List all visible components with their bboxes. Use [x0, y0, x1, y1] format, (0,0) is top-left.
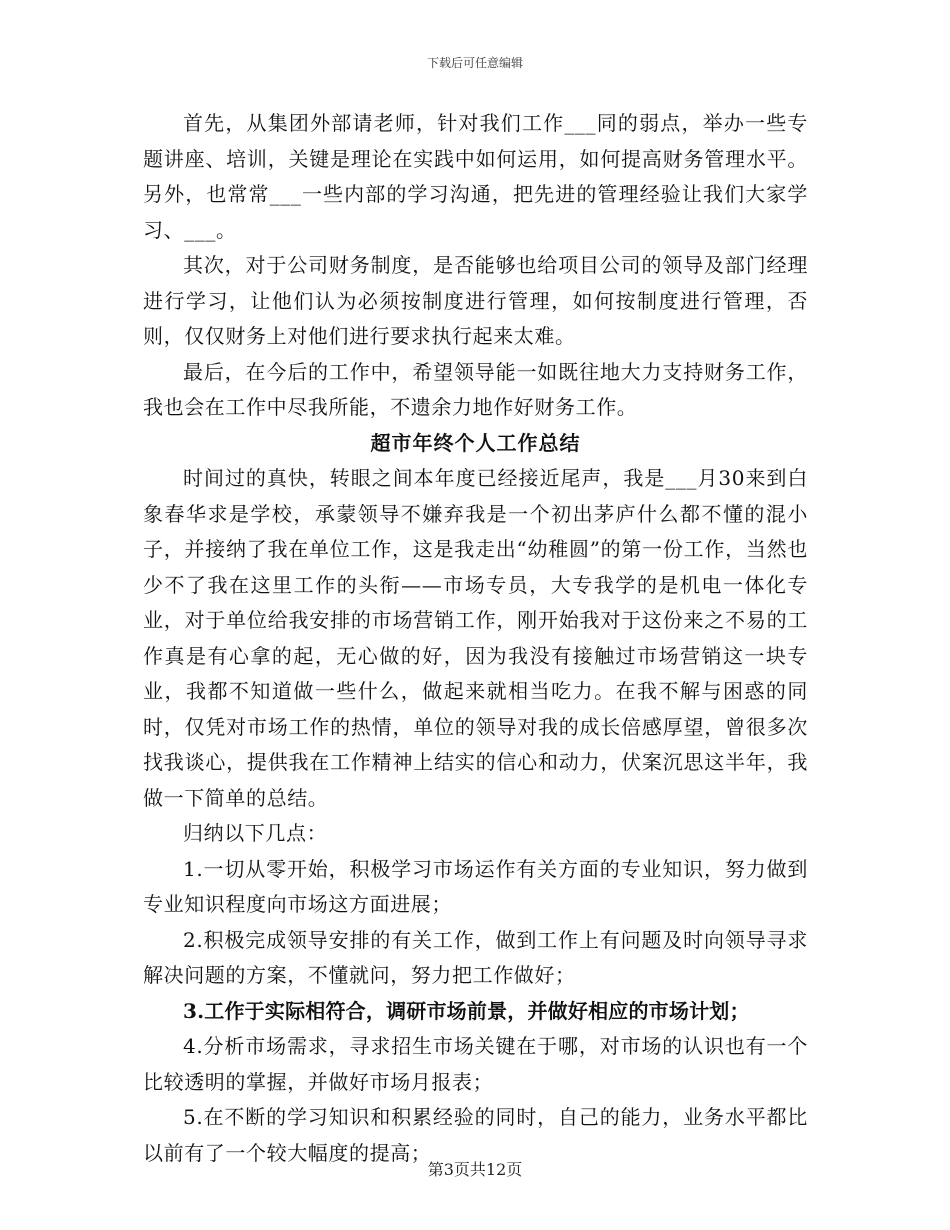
paragraph-second: 其次，对于公司财务制度，是否能够也给项目公司的领导及部门经理进行学习，让他们认为必须按制度进行管理，如何按制度进行管理，否则，仅仅财务上对他们进行要求执行起来太难。 — [143, 253, 808, 348]
section-title: 超市年终个人工作总结 — [370, 430, 581, 455]
list-item-3: 3.工作于实际相符合，调研市场前景，并做好相应的市场计划； — [183, 998, 750, 1023]
document-body — [143, 106, 808, 1171]
paragraph-intro: 时间过的真快，转眼之间本年度已经接近尾声，我是___月30来到白象春华求是学校，承蒙领导不嫌弃我是一个初出茅庐什么都不懂的混小子，并接纳了我在单位工作，这是我走出“幼稚圆”的第一份工作，当然也少不了我在这里工作的头衔——市场专员，大专我学的是机电一体化专业，对于单位给我安排的市场营销工作，刚开始我对于这份来之不易的工作真是有心拿的起，无心做的好，因为我没有接触过市场营销这一块专业，我都不知道做一些什么，做起来就相当吃力。在我不解与困惑的同时，仅凭对市场工作的热情，单位的领导对我的成长倍感厚望，曾很多次找我谈心，提供我在工作精神上结实的信心和动力，伏案沉思这半年，我做一下简单的总结。 — [143, 466, 808, 810]
page-footer: 第3页共12页 — [427, 1160, 523, 1179]
list-item-1: 1.一切从零开始，积极学习市场运作有关方面的专业知识，努力做到专业知识程度向市场这方面进展； — [143, 856, 808, 916]
list-item-2: 2.积极完成领导安排的有关工作，做到工作上有问题及时向领导寻求解决问题的方案，不懂就问，努力把工作做好； — [143, 927, 808, 987]
paragraph-first: 首先，从集团外部请老师，针对我们工作___同的弱点，举办一些专题讲座、培训，关键是理论在实践中如何运用，如何提高财务管理水平。另外，也常常___一些内部的学习沟通，把先进的管理经验让我们大家学习、___。 — [143, 111, 808, 242]
page-header: 下载后可任意编辑 — [426, 56, 523, 70]
paragraph-summary-lead: 归纳以下几点： — [183, 821, 328, 845]
paragraph-last: 最后，在今后的工作中，希望领导能一如既往地大力支持财务工作，我也会在工作中尽我所能，不遗余力地作好财务工作。 — [143, 359, 808, 419]
list-item-5: 5.在不断的学习知识和积累经验的同时，自己的能力，业务水平都比以前有了一个较大幅度的提高； — [143, 1105, 808, 1165]
list-item-4: 4.分析市场需求，寻求招生市场关键在于哪，对市场的认识也有一个比较透明的掌握，并做好市场月报表； — [143, 1034, 808, 1094]
